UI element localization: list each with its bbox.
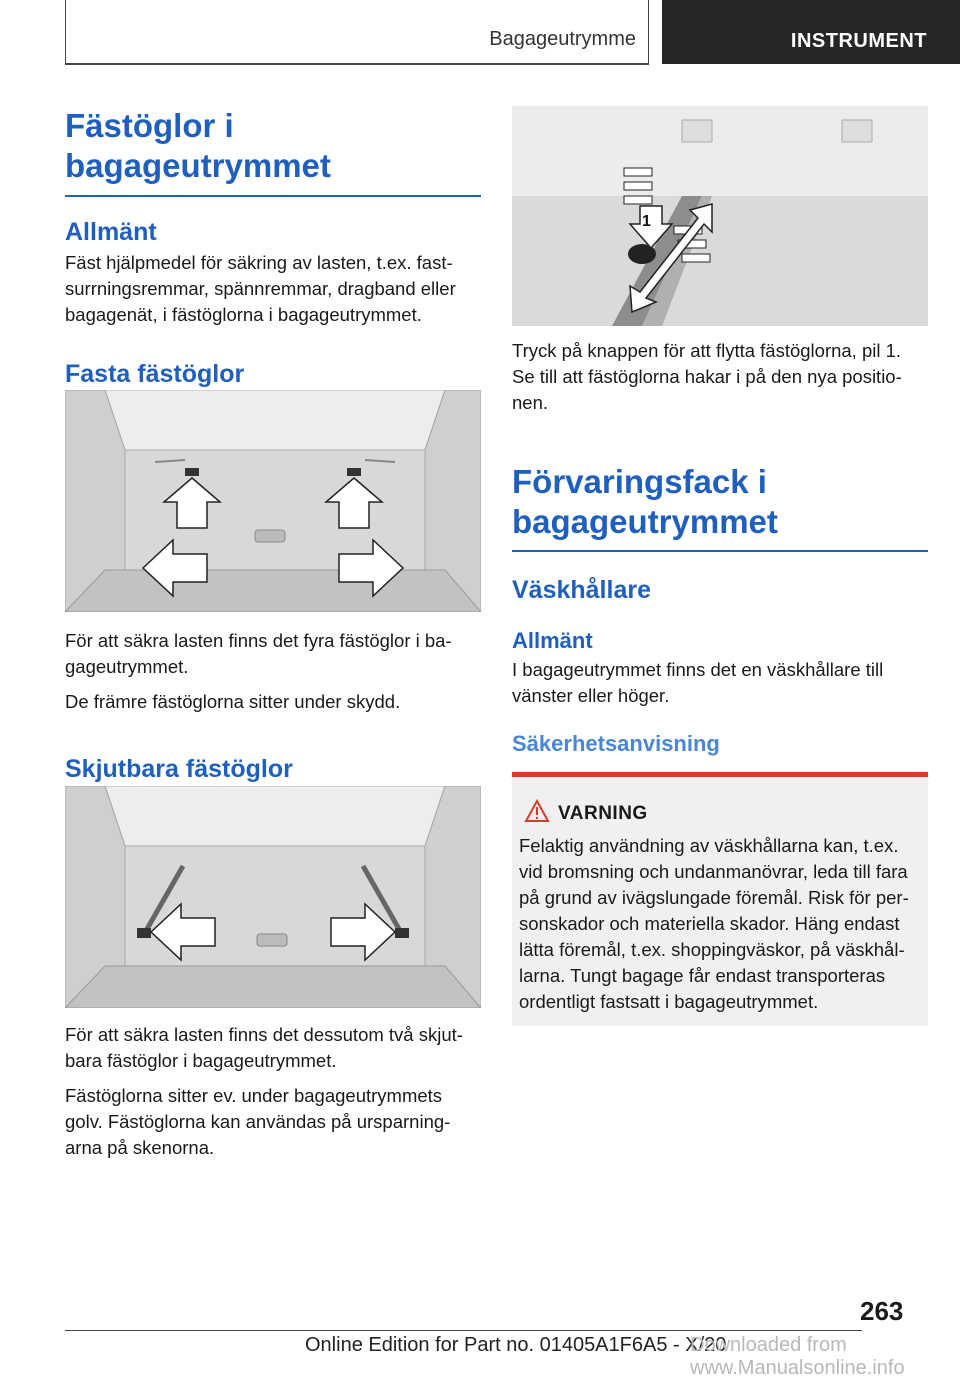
warning-title: VARNING: [558, 803, 648, 824]
paragraph-rail: Tryck på knappen för att flytta fästöglorna, pil 1. Se till att fästöglorna hakar i på den nya positionen.: [512, 340, 902, 413]
paragraph-skjutbara-1: För att säkra lasten finns det dessutom två skjutbara fästöglor i bagageutrymmet.: [65, 1024, 463, 1071]
trunk-rails-illustration: [65, 786, 481, 1008]
footer-watermark: Downloaded from www.Manualsonline.info: [690, 1334, 905, 1379]
paragraph-fasta-2: De främre fästöglorna sitter under skydd.: [65, 691, 401, 712]
trunk-sliding-eyes-figure: [65, 786, 481, 1008]
left-column-skjutbara-text: [65, 1022, 481, 1161]
right-column: [512, 338, 928, 757]
heading-sakerhetsanvisning: Säkerhetsanvisning: [512, 731, 720, 756]
left-column-fasta-text: [65, 628, 481, 784]
heading-allmant-right: Allmänt: [512, 628, 593, 653]
page-number: 263: [860, 1296, 904, 1326]
title-rule-right: [512, 550, 928, 552]
warning-box: [512, 772, 928, 1026]
heading-vaskhallare: Väskhållare: [512, 576, 651, 604]
header-section-title: Bagageutrymme: [489, 28, 636, 50]
paragraph-skjutbara-2: Fästöglorna sitter ev. under bagageutrymmets golv. Fästöglorna kan användas på ursparningarna på skenorna.: [65, 1085, 451, 1158]
paragraph-vaskhallare: I bagageutrymmet finns det en väskhållare till vänster eller höger.: [512, 659, 884, 706]
paragraph-allmant: Fäst hjälpmedel för säkring av lasten, t.ex. fastsurrningsremmar, spännremmar, dragband eller bagagenät, i fästöglorna i bagageutrymmet.: [65, 252, 456, 325]
rail-button-figure: [512, 106, 928, 326]
trunk-illustration: [65, 390, 481, 612]
header-chapter-tab[interactable]: INSTRUMENT: [662, 0, 960, 64]
warning-text: Felaktig användning av väskhållarna kan, t.ex. vid bromsning och undanmanövrar, leda till fara på grund av ivägslungade föremål. Risk för personskador och materiella skador. Häng endast lätta föremål, t.ex. shoppingväskor, på väskhållarna. Tungt bagage får endast transporteras ordentligt fastsatt i bagageutrymmet.: [519, 835, 909, 1012]
title-rule: [65, 195, 481, 197]
heading-skjutbara-fastoglor: Skjutbara fästöglor: [65, 755, 293, 783]
warning-triangle-icon: [524, 799, 550, 828]
heading-fasta-fastoglor: Fasta fästöglor: [65, 360, 245, 388]
rail-arrow-label: 1: [642, 213, 651, 230]
footer-edition: Online Edition for Part no. 01405A1F6A5 - X/20: [305, 1334, 727, 1356]
heading-allmant: Allmänt: [65, 218, 157, 246]
trunk-fixed-eyes-figure: [65, 390, 481, 612]
left-column: [65, 106, 481, 389]
header-rule-bottom: [65, 63, 649, 65]
footer-rule: [65, 1330, 862, 1331]
section-title-fastoglor: Fästöglor i bagageutrymmet: [65, 107, 331, 184]
paragraph-fasta-1: För att säkra lasten finns det fyra fästöglor i bagageutrymmet.: [65, 630, 452, 677]
rail-illustration: [512, 106, 928, 326]
header-rule-mid: [648, 0, 649, 64]
section-title-forvaringsfack: Förvaringsfack i bagageutrymmet: [512, 463, 778, 540]
